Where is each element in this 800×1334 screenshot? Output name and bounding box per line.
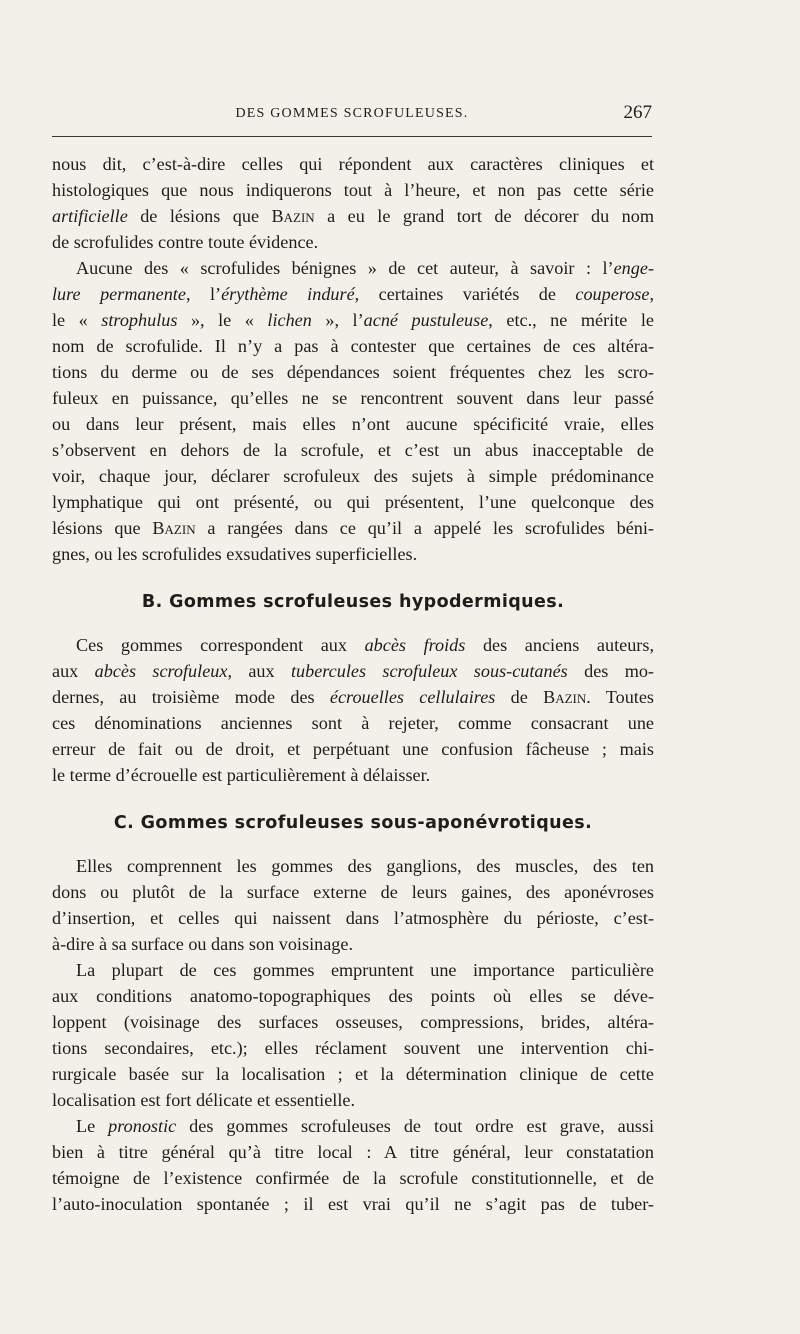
- text-run: », l’: [311, 310, 364, 330]
- text-run: le «: [52, 310, 102, 330]
- section-heading-b: [52, 589, 654, 615]
- text-run: . Toutes: [586, 687, 655, 707]
- text-line: à-dire à sa surface ou dans son voisinage.: [52, 934, 353, 954]
- text-line: gnes, ou les scrofulides exsudatives superficielles.: [52, 544, 418, 564]
- text-run: de: [495, 687, 544, 707]
- paragraph: [52, 1113, 654, 1217]
- text-line: de scrofulides contre toute évidence.: [52, 232, 319, 252]
- paragraph: [52, 632, 654, 788]
- text-line: lymphatique qui ont présenté, ou qui présentent, l’une quelconque des: [52, 492, 654, 512]
- italic-term: abcès scrofuleux: [94, 661, 228, 681]
- heading-text: B. Gommes scrofuleuses hypodermiques.: [141, 592, 565, 612]
- text-line: témoigne de l’existence confirmée de la scrofule constitutionnelle, et de: [52, 1168, 654, 1188]
- header-rule: [52, 136, 652, 137]
- text-line: nom de scrofulide. Il n’y a pas à contester que certaines de ces altéra-: [52, 336, 654, 356]
- text-line: fuleux en puissance, qu’elles ne se rencontrent souvent dans leur passé: [52, 388, 654, 408]
- text-line: [52, 281, 654, 307]
- text-line: rurgicale basée sur la localisation ; et la détermination clinique de cette: [52, 1064, 654, 1084]
- text-run: de lésions que: [127, 206, 272, 226]
- text-line: localisation est fort délicate et essentielle.: [52, 1090, 356, 1110]
- author-name: Bazin: [152, 518, 196, 538]
- text-run: ,: [649, 284, 654, 304]
- author-name: Bazin: [543, 687, 587, 707]
- text-line: nous dit, c’est-à-dire celles qui répondent aux caractères cliniques et: [52, 154, 654, 174]
- text-run: a eu le grand tort de décorer du nom: [314, 206, 654, 226]
- italic-term: artificielle: [52, 206, 128, 226]
- text-line: tions du derme ou de ses dépendances soient fréquentes chez les scro-: [52, 362, 654, 382]
- text-run: , etc., ne mérite le: [488, 310, 654, 330]
- text-run: Le: [76, 1116, 109, 1136]
- text-line: d’insertion, et celles qui naissent dans l’atmosphère du périoste, c’est-: [52, 908, 654, 928]
- running-title: DES GOMMES SCROFULEUSES.: [235, 106, 469, 121]
- text-line: La plupart de ces gommes empruntent une importance particulière: [76, 960, 654, 980]
- text-run: dernes, au troisième mode des: [52, 687, 330, 707]
- italic-term: strophulus: [101, 310, 178, 330]
- text-line: histologiques que nous indiquerons tout à l’heure, et non pas cette série: [52, 180, 654, 200]
- text-line: l’auto-inoculation spontanée ; il est vrai qu’il ne s’agit pas de tuber-: [52, 1194, 654, 1214]
- text-line: [52, 203, 654, 229]
- text-run: , certaines variétés de: [354, 284, 576, 304]
- paragraph: [52, 255, 654, 567]
- italic-term: abcès froids: [364, 635, 466, 655]
- page-number: 267: [623, 102, 652, 123]
- text-run: lésions que: [52, 518, 153, 538]
- text-run: des mo-: [567, 661, 654, 681]
- heading-text: C. Gommes scrofuleuses sous-aponévrotiques.: [113, 813, 593, 833]
- italic-term: lichen: [267, 310, 312, 330]
- paragraph: [52, 957, 654, 1113]
- text-run: des gommes scrofuleuses de tout ordre est grave, aussi: [176, 1116, 655, 1136]
- text-line: voir, chaque jour, déclarer scrofuleux des sujets à simple prédominance: [52, 466, 654, 486]
- section-heading-c: [52, 810, 654, 836]
- text-line: aux conditions anatomo-topographiques des points où elles se déve-: [52, 986, 654, 1006]
- italic-term: lure permanente: [52, 284, 186, 304]
- text-line: le terme d’écrouelle est particulièrement à délaisser.: [52, 765, 431, 785]
- text-line: erreur de fait ou de droit, et perpétuant une confusion fâcheuse ; mais: [52, 739, 654, 759]
- text-line: s’observent en dehors de la scrofule, et c’est un abus inacceptable de: [52, 440, 654, 460]
- text-run: aux: [52, 661, 95, 681]
- text-run: , aux: [227, 661, 291, 681]
- text-line: bien à titre général qu’à titre local : A titre général, leur constatation: [52, 1142, 654, 1162]
- text-run: , l’: [185, 284, 222, 304]
- text-line: loppent (voisinage des surfaces osseuses, compressions, brides, altéra-: [52, 1012, 654, 1032]
- page-body: [52, 151, 654, 1217]
- text-run: », le «: [177, 310, 268, 330]
- italic-term: enge-: [613, 258, 654, 278]
- text-line: [52, 1113, 654, 1139]
- author-name: Bazin: [271, 206, 315, 226]
- text-run: Aucune des « scrofulides bénignes » de cet auteur, à savoir : l’: [76, 258, 614, 278]
- italic-term: couperose: [575, 284, 650, 304]
- text-line: Elles comprennent les gommes des ganglions, des muscles, des ten: [76, 856, 654, 876]
- text-line: [52, 515, 654, 541]
- page-header: [52, 102, 652, 128]
- italic-term: pronostic: [108, 1116, 177, 1136]
- text-line: [52, 658, 654, 684]
- italic-term: érythème induré: [221, 284, 355, 304]
- paragraph: [52, 151, 654, 255]
- text-run: a rangées dans ce qu’il a appelé les scrofulides béni-: [195, 518, 654, 538]
- italic-term: tubercules scrofuleux sous-cutanés: [290, 661, 568, 681]
- text-line: [52, 307, 654, 333]
- italic-term: acné pustuleuse: [363, 310, 489, 330]
- text-line: [52, 632, 654, 658]
- italic-term: écrouelles cellulaires: [329, 687, 496, 707]
- text-line: [52, 684, 654, 710]
- text-run: Ces gommes correspondent aux: [76, 635, 365, 655]
- text-line: ces dénominations anciennes sont à rejeter, comme consacrant une: [52, 713, 654, 733]
- text-run: des anciens auteurs,: [465, 635, 654, 655]
- text-line: ou dans leur présent, mais elles n’ont aucune spécificité vraie, elles: [52, 414, 654, 434]
- text-line: [52, 255, 654, 281]
- text-line: tions secondaires, etc.); elles réclament souvent une intervention chi-: [52, 1038, 654, 1058]
- text-line: dons ou plutôt de la surface externe de leurs gaines, des aponévroses: [52, 882, 654, 902]
- paragraph: [52, 853, 654, 957]
